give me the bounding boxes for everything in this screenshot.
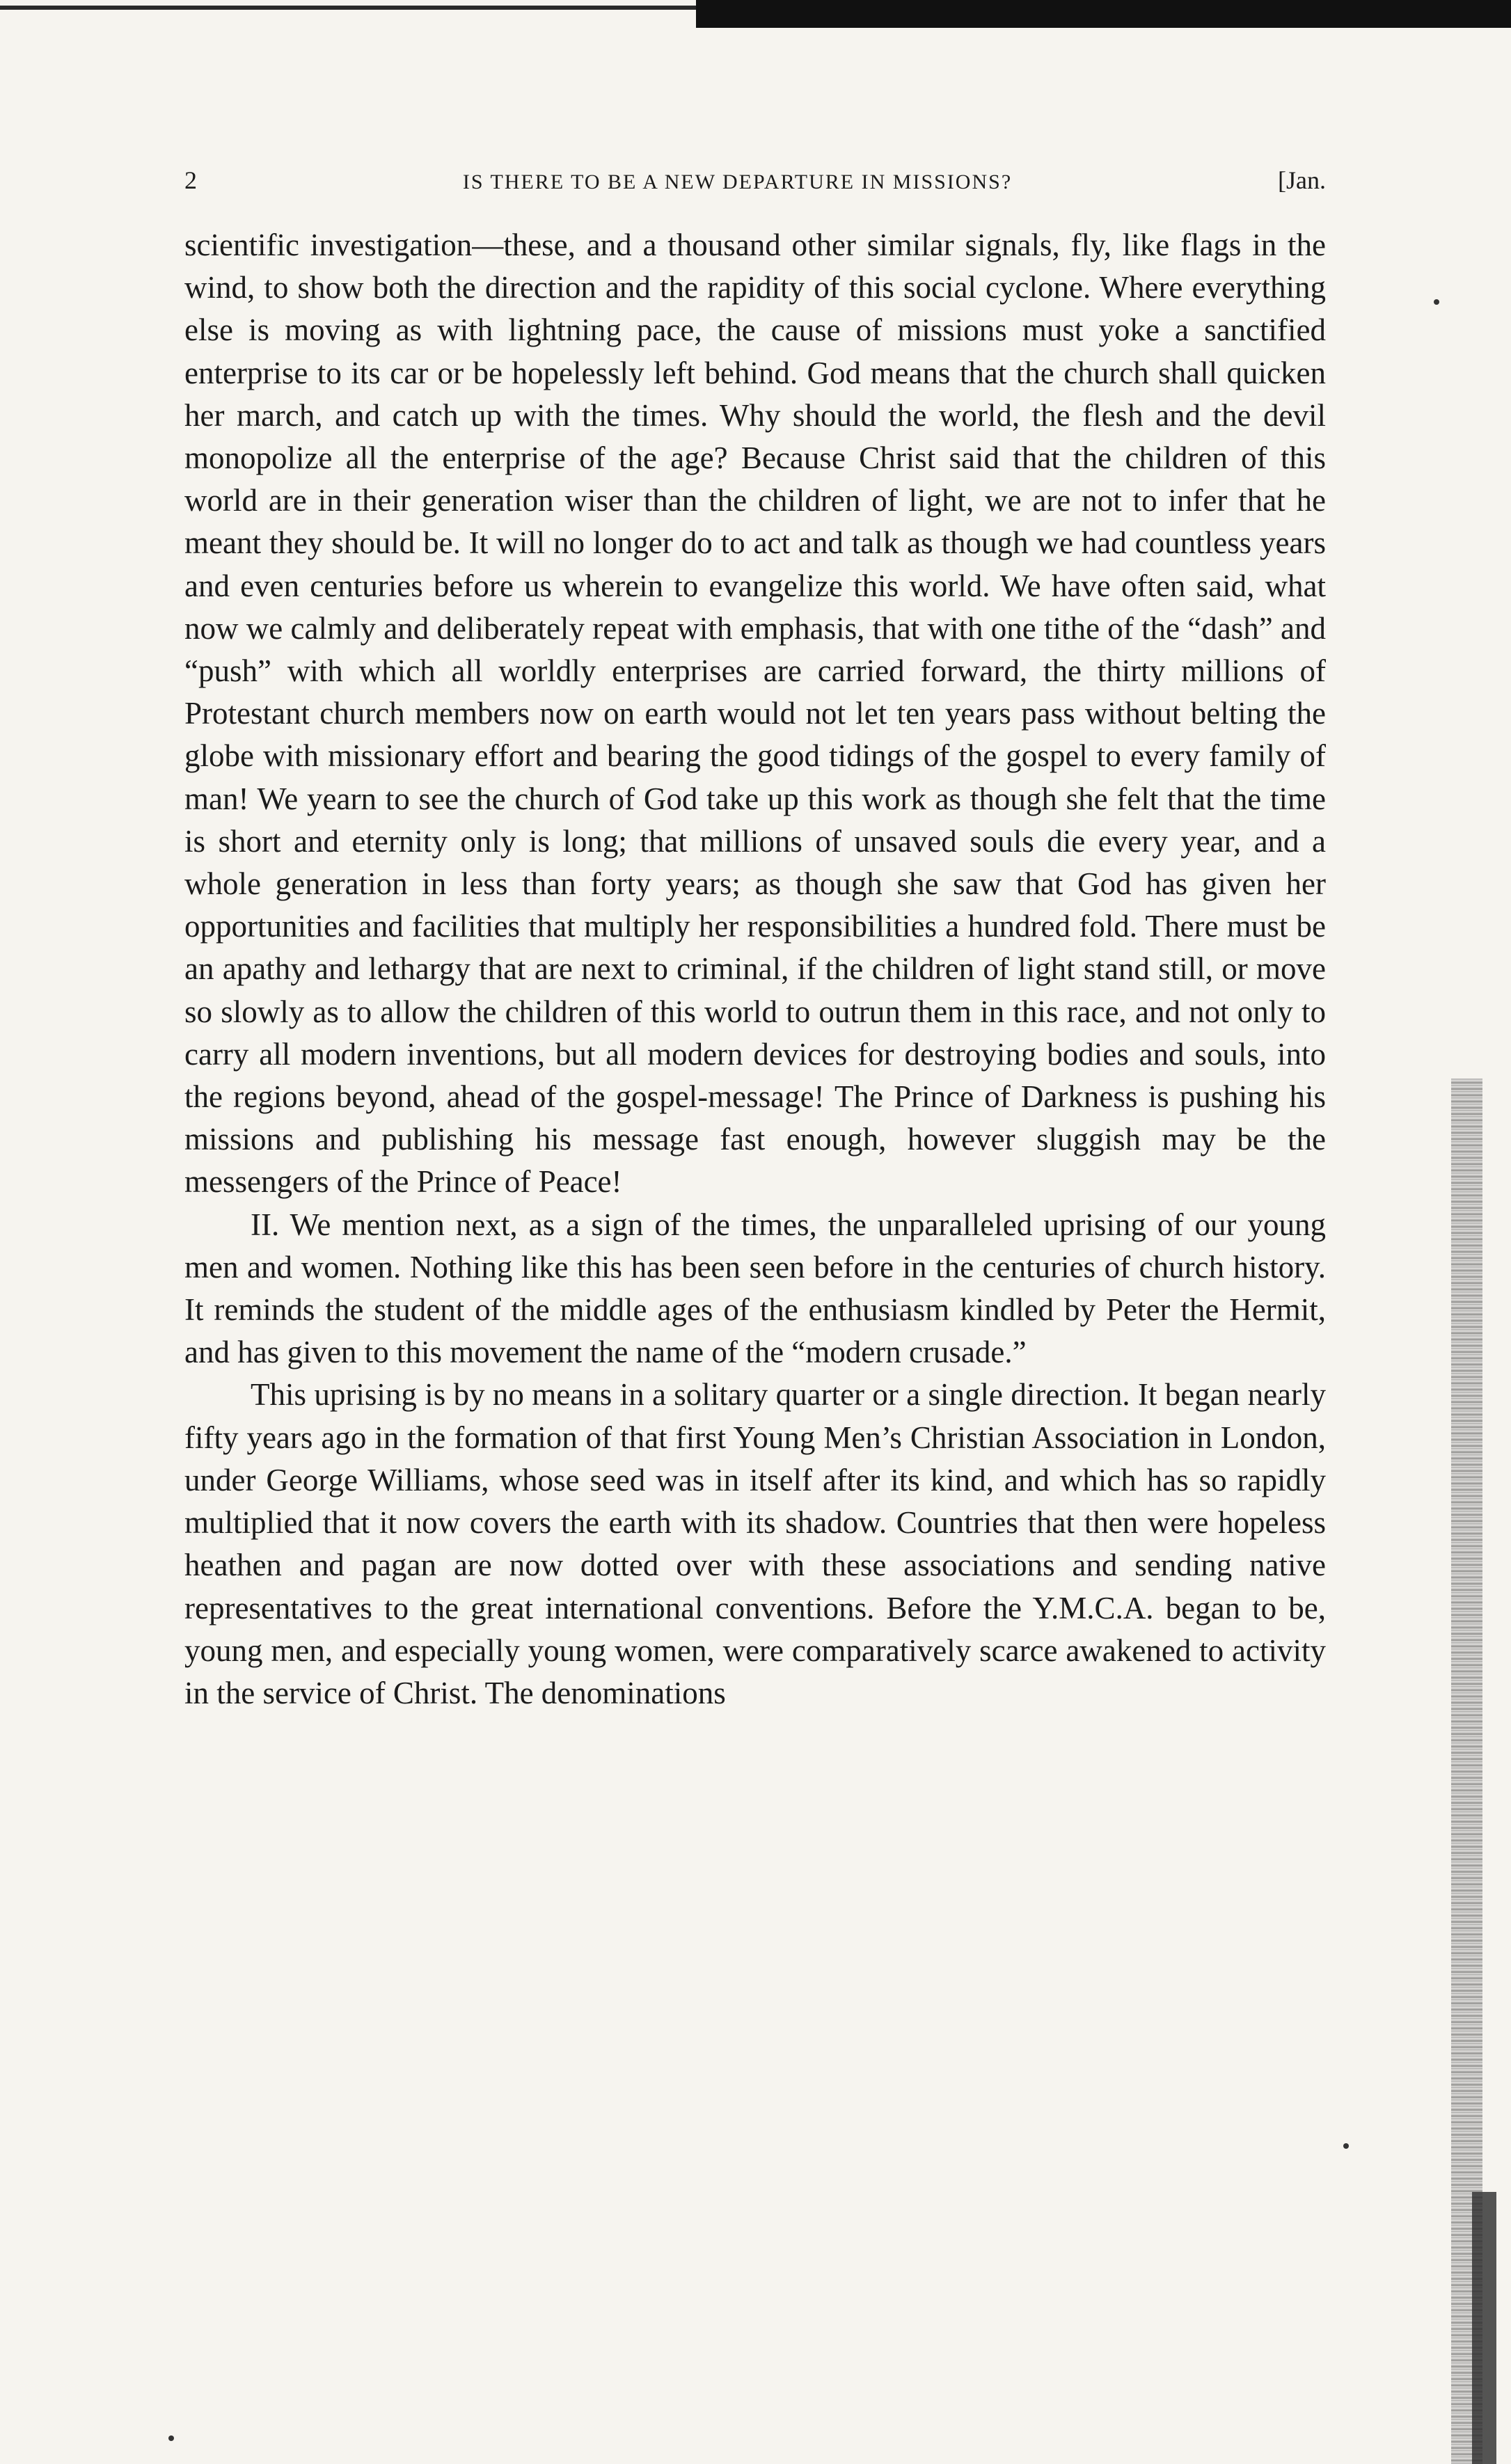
- page-number: 2: [184, 166, 197, 194]
- speck: [1343, 2143, 1349, 2149]
- paragraph: This uprising is by no means in a solitary quarter or a single direction. It began nearly fifty years ago in the formation of that first Young Men’s Christian Association in London, under George Williams, whose seed was in itself after its kind, and which has so rapidly multiplied that it now covers the earth with its shadow. Countries that then were hopeless heathen and pagan are now dotted over with these associations and sending native representatives to the great international conventions. Before the Y.M.C.A. began to be, young men, and especially young women, were comparatively scarce awakened to activity in the service of Christ. The denominations: [184, 1377, 1326, 1710]
- top-edge-rule: [0, 6, 696, 10]
- issue-label: [Jan.: [1278, 166, 1326, 194]
- book-page: [184, 166, 1326, 1715]
- paragraph: II. We mention next, as a sign of the times, the unparalleled uprising of our young men and women. Nothing like this has been seen before in the centuries of church history. It reminds the student of the middle ages of the enthusiasm kindled by Peter the Hermit, and has given to this movement the name of the “modern crusade.”: [184, 1207, 1326, 1370]
- running-title: IS THERE TO BE A NEW DEPARTURE IN MISSIONS?: [462, 170, 1013, 193]
- body-text: [184, 224, 1326, 1715]
- paragraph: scientific investigation—these, and a thousand other similar signals, fly, like flags in the wind, to show both the direction and the rapidity of this social cyclone. Where everything else is moving as with lightning pace, the cause of missions must yoke a sanctified enterprise to its car or be hopelessly left behind. God means that the church shall quicken her march, and catch up with the times. Why should the world, the flesh and the devil monopolize all the enterprise of the age? Because Christ said that the children of this world are in their generation wiser than the children of light, we are not to infer that he meant they should be. It will no longer do to act and talk as though we had countless years and even centuries before us wherein to evangelize this world. We have often said, what now we calmly and deliberately repeat with emphasis, that with one tithe of the “dash” and “push” with which all worldly enterprises are carried forward, the thirty millions of Protestant church members now on earth would not let ten years pass without belting the globe with missionary effort and bearing the good tidings of the gospel to every family of man! We yearn to see the church of God take up this work as though she felt that the time is short and eternity only is long; that millions of unsaved souls die every year, and a whole generation in less than forty years; as though she saw that God has given her opportunities and facilities that multiply her responsibilities a hundred fold. There must be an apathy and lethargy that are next to criminal, if the children of light stand still, or move so slowly as to allow the children of this world to outrun them in this race, and not only to carry all modern inventions, but all modern devices for destroying bodies and souls, into the regions beyond, ahead of the gospel-message! The Prince of Darkness is pushing his missions and publishing his message fast enough, however sluggish may be the messengers of the Prince of Peace!: [184, 228, 1326, 1200]
- page-gutter-dark: [1472, 2192, 1496, 2464]
- running-head: [184, 166, 1326, 207]
- speck: [1434, 299, 1439, 305]
- top-edge-bar: [696, 0, 1511, 28]
- speck: [168, 2435, 174, 2441]
